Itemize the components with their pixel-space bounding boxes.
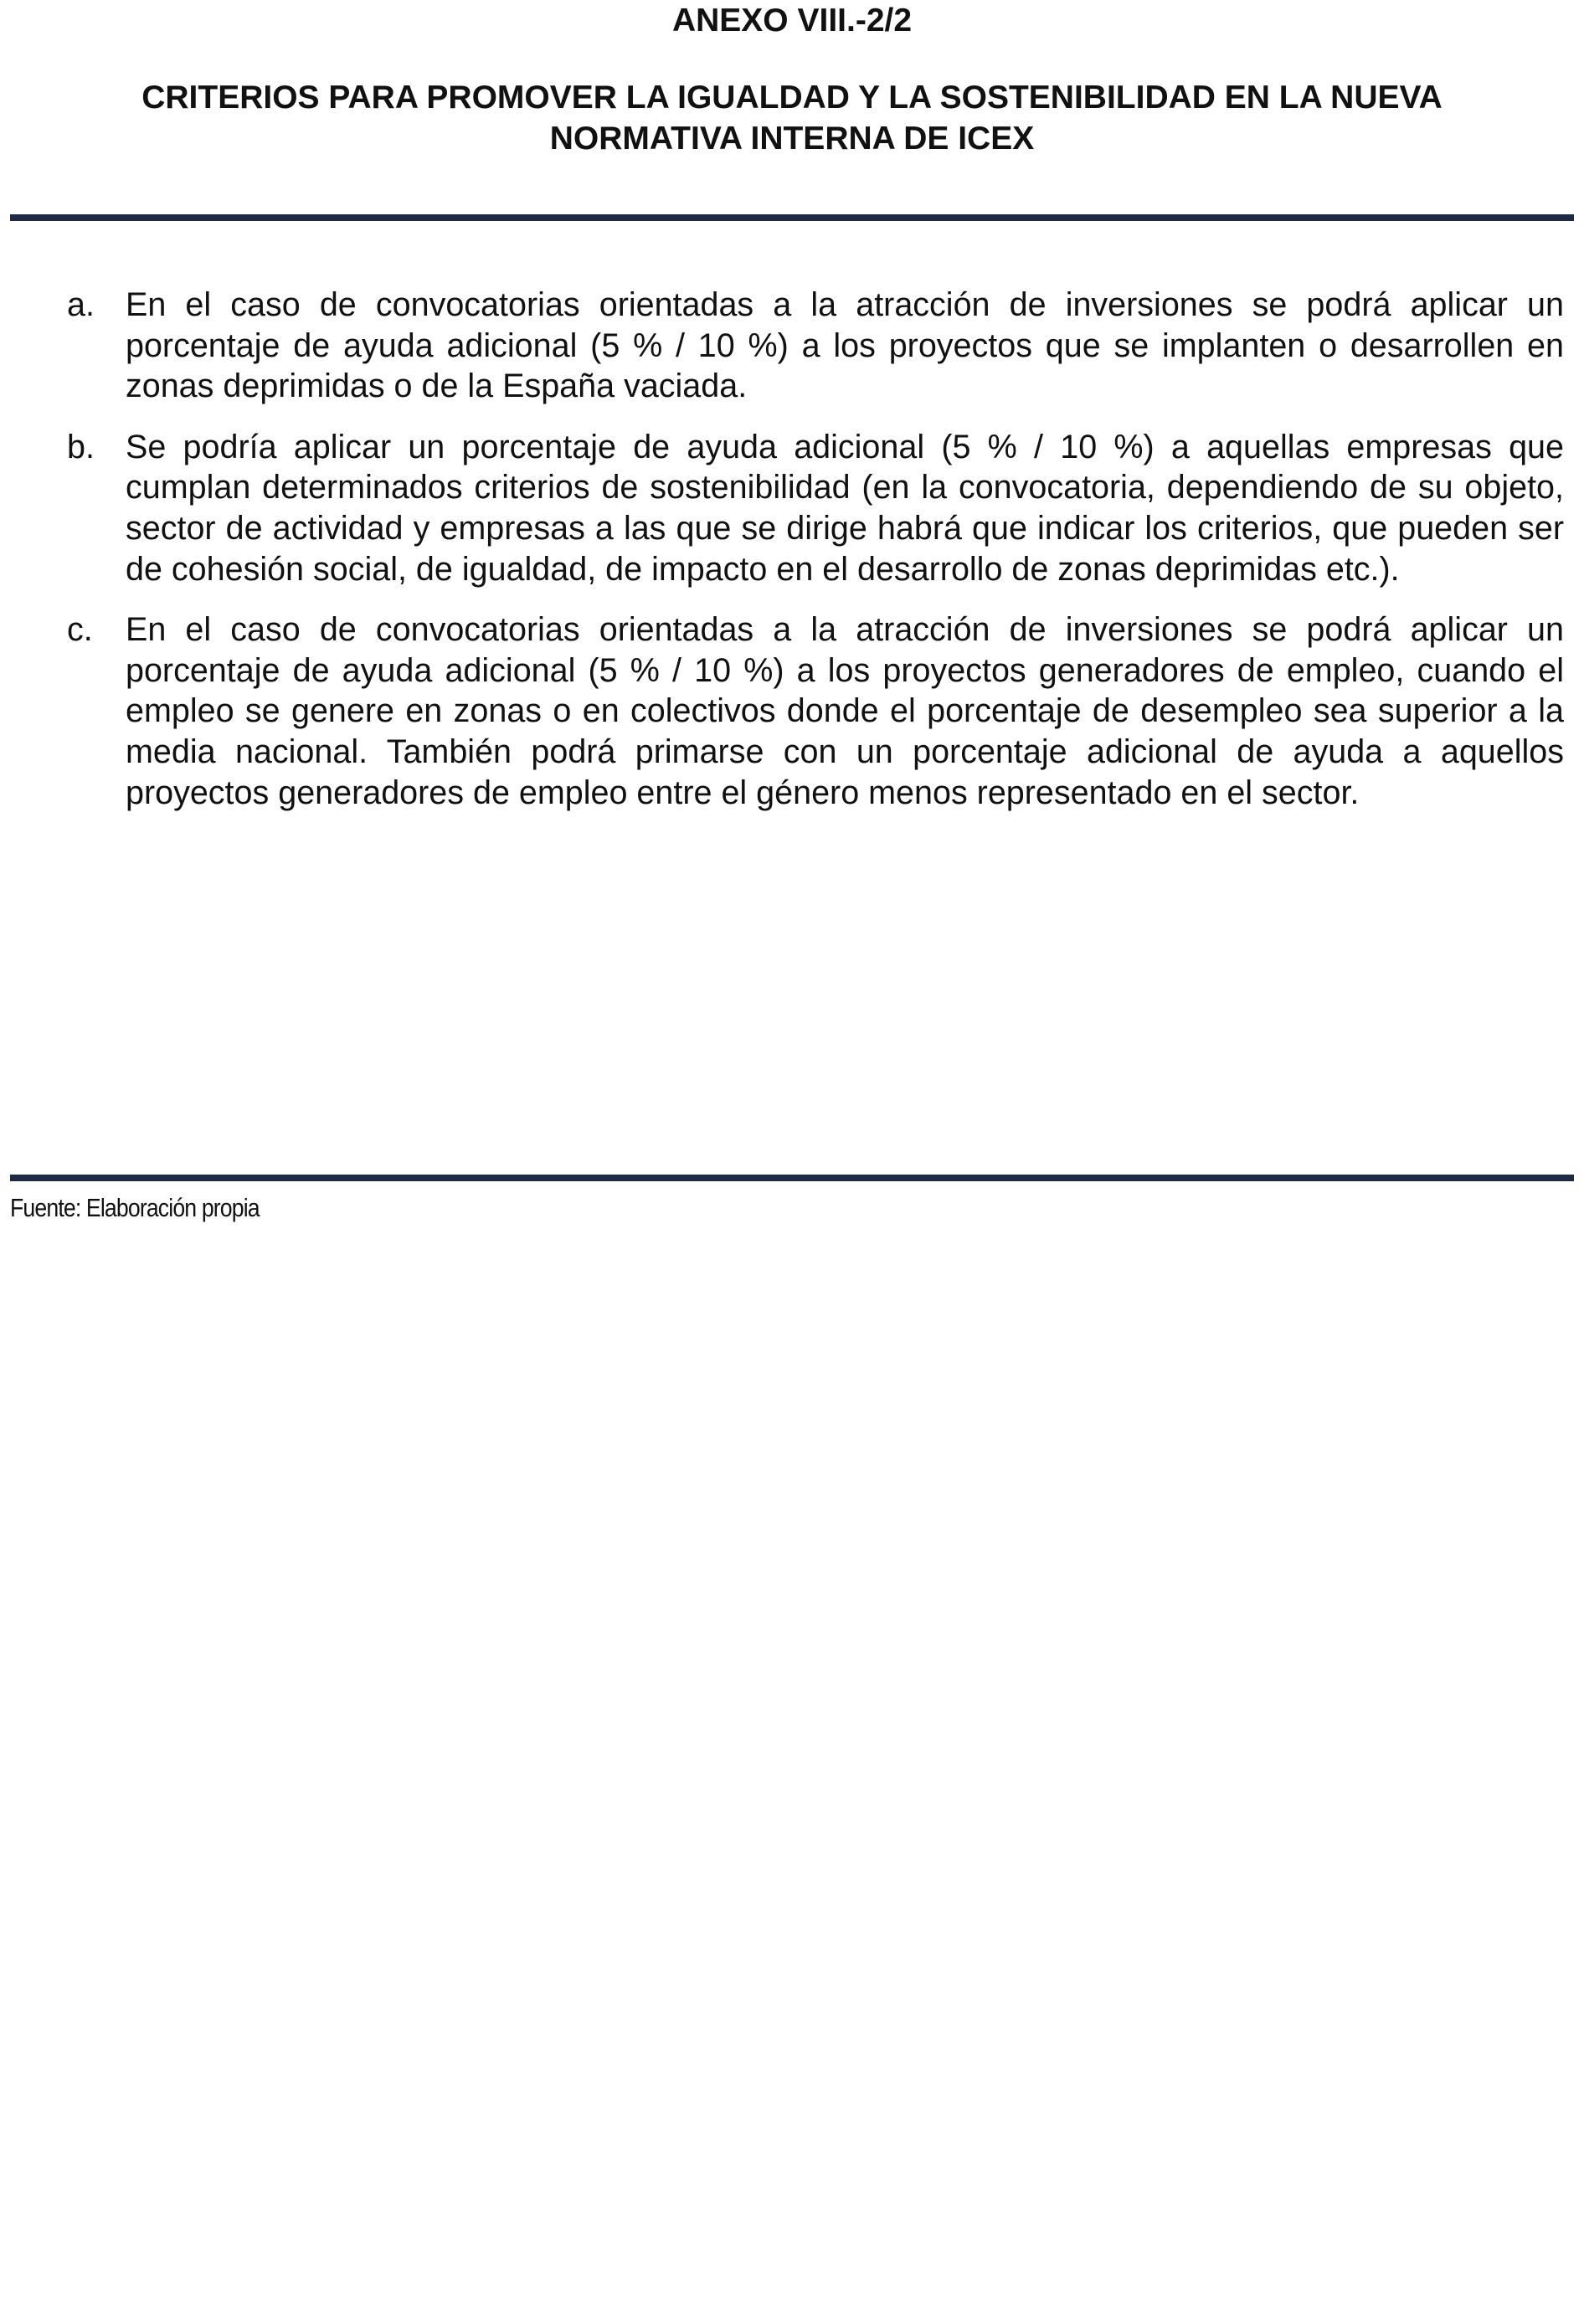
list-marker: b. bbox=[67, 428, 95, 465]
top-divider bbox=[10, 214, 1574, 221]
source-note: Fuente: Elaboración propia bbox=[10, 1193, 260, 1222]
criteria-item-b bbox=[67, 427, 1564, 589]
list-marker: c. bbox=[67, 611, 93, 649]
criteria-item-c bbox=[67, 609, 1564, 813]
bottom-divider bbox=[10, 1175, 1574, 1181]
page-title: CRITERIOS PARA PROMOVER LA IGUALDAD Y LA SOSTENIBILIDAD EN LA NUEVA NORMATIVA INTERNA DE ICEX bbox=[141, 80, 1443, 157]
criteria-item-a bbox=[67, 285, 1564, 407]
list-marker: a. bbox=[67, 286, 95, 323]
criteria-text: Se podría aplicar un porcentaje de ayuda adicional (5 % / 10 %) a aquellas empresas que cumplan determinados criterios de sostenibilidad (en la convocatoria, dependiendo de su objeto, sector de actividad y empresas a las que se dirige habrá que indicar los criterios, que pueden ser de cohesión social, de igualdad, de impacto en el desarrollo de zonas deprimidas etc.). bbox=[126, 428, 1564, 588]
criteria-text: En el caso de convocatorias orientadas a la atracción de inversiones se podrá aplicar un porcentaje de ayuda adicional (5 % / 10 %) a los proyectos generadores de empleo, cuando el empleo se genere en zonas o en colectivos donde el porcentaje de desempleo sea superior a la media nacional. También podrá primarse con un porcentaje adicional de ayuda a aquellos proyectos generadores de empleo entre el género menos representado en el sector. bbox=[126, 611, 1564, 811]
criteria-list bbox=[67, 285, 1564, 833]
criteria-text: En el caso de convocatorias orientadas a la atracción de inversiones se podrá aplicar un porcentaje de ayuda adicional (5 % / 10 %) a los proyectos que se implanten o desarrollen en zonas deprimidas o de la España vaciada. bbox=[126, 286, 1564, 405]
annex-title: ANEXO VIII.-2/2 bbox=[671, 3, 913, 39]
